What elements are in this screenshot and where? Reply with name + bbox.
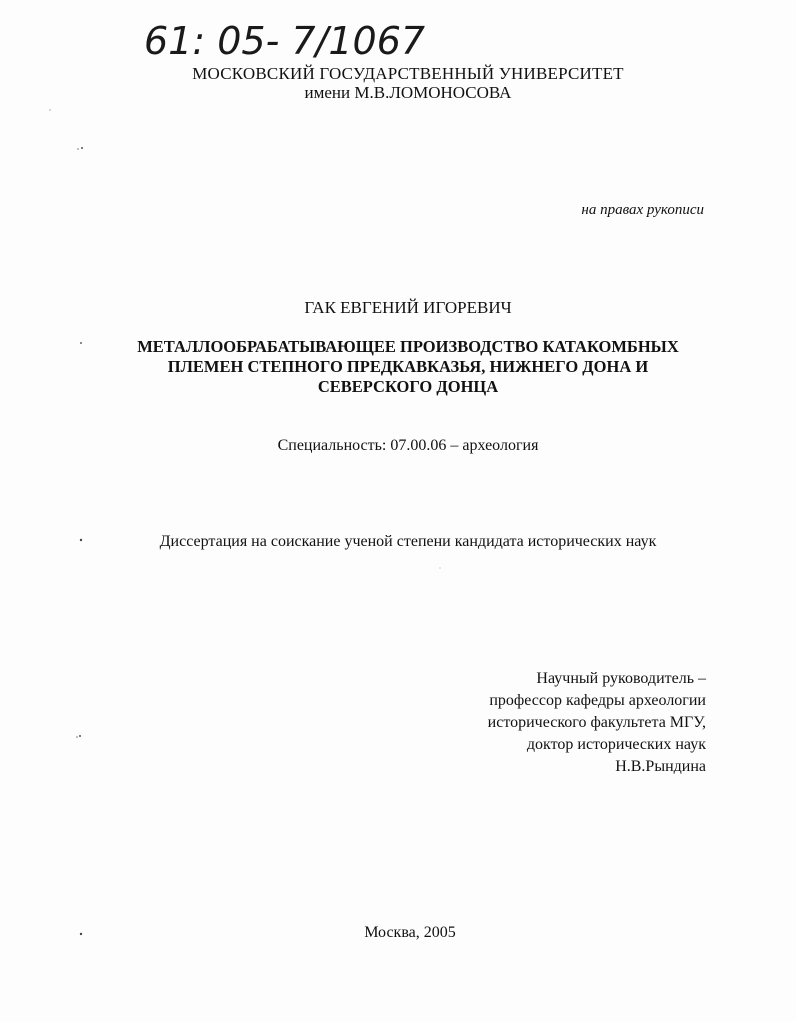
supervisor-line: исторического факультета МГУ,: [487, 714, 706, 731]
title-line: СЕВЕРСКОГО ДОНЦА: [317, 377, 499, 396]
university-named-after: имени М.В.ЛОМОНОСОВА: [304, 83, 512, 102]
university-name: МОСКОВСКИЙ ГОСУДАРСТВЕННЫЙ УНИВЕРСИТЕТ: [192, 64, 624, 83]
archive-code-handwritten: [140, 10, 440, 70]
supervisor-name: Н.В.Рындина: [615, 758, 706, 775]
author-name: ГАК ЕВГЕНИЙ ИГОРЕВИЧ: [304, 298, 512, 317]
title-line: ПЛЕМЕН СТЕПНОГО ПРЕДКАВКАЗЬЯ, НИЖНЕГО ДОНА И: [167, 357, 649, 376]
specialty: Специальность: 07.00.06 – археология: [277, 437, 539, 454]
archive-code-text: 61: 05- 7/1067: [144, 19, 426, 63]
title-line: МЕТАЛЛООБРАБАТЫВАЮЩЕЕ ПРОИЗВОДСТВО КАТАКОМБНЫХ: [137, 337, 679, 356]
city-year: Москва, 2005: [364, 924, 456, 941]
dissertation-type: Диссертация на соискание ученой степени кандидата исторических наук: [159, 533, 657, 550]
supervisor-line: профессор кафедры археологии: [489, 692, 706, 709]
handwritten-code: [140, 10, 440, 70]
dissertation-title: [10, 337, 796, 397]
supervisor-line: Научный руководитель –: [536, 670, 706, 687]
supervisor-line: доктор исторических наук: [526, 736, 706, 753]
supervisor-block: [488, 668, 706, 778]
manuscript-note: на правах рукописи: [581, 202, 704, 218]
